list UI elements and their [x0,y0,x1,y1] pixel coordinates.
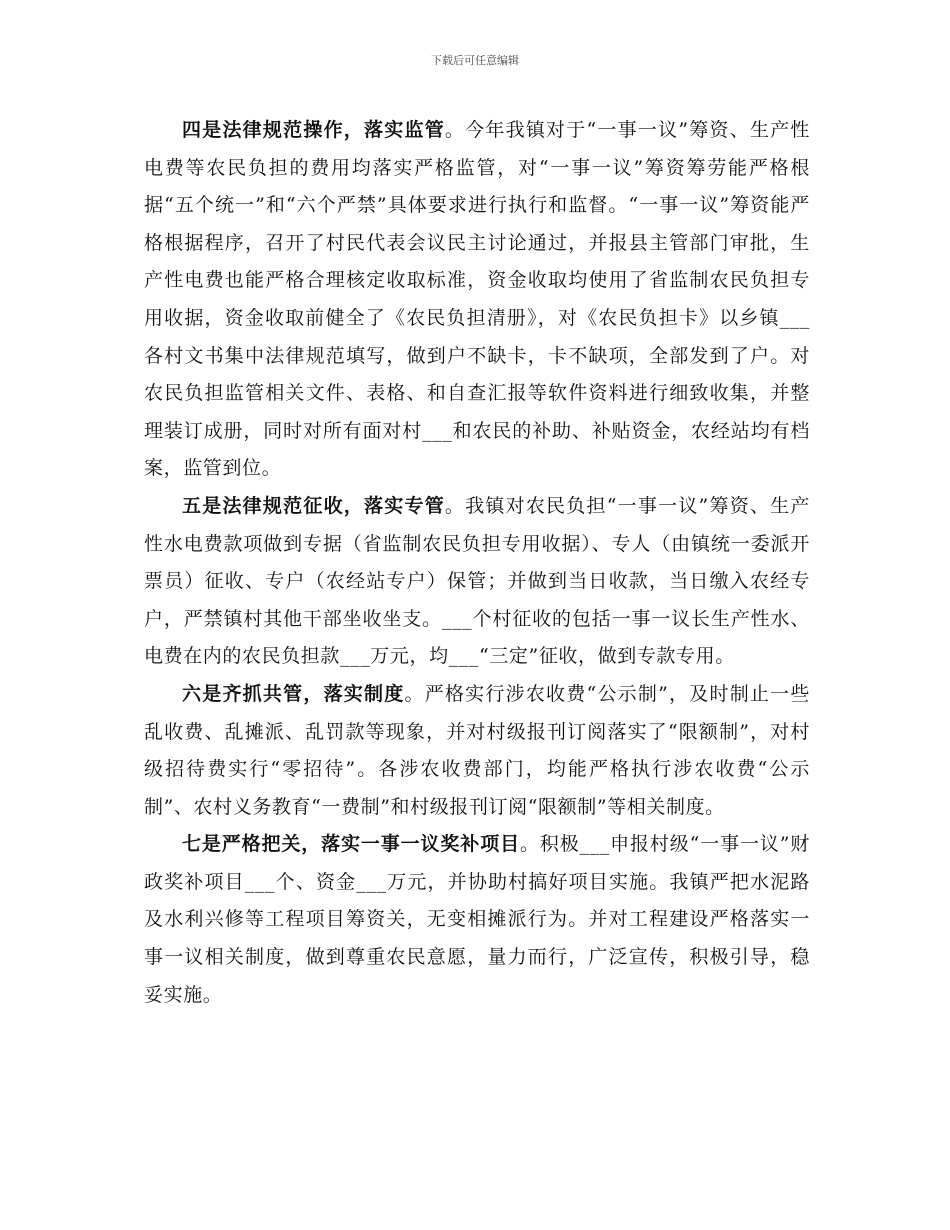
paragraph-7 [144,826,810,1014]
document-body [144,112,810,1014]
paragraph-lead: 四是法律规范操作，落实监管 [182,119,445,141]
paragraph-text: 。积极___申报村级“一事一议”财政奖补项目___个、资金___万元，并协助村搞好项目实施。我镇严把水泥路及水利兴修等工程项目筹资关，无变相摊派行为。并对工程建设严格落实一事一议相关制度，做到尊重农民意愿，量力而行，广泛宣传，积极引导，稳妥实施。 [144,833,810,1006]
page-header: 下载后可任意编辑 [431,54,519,67]
paragraph-lead: 七是严格把关，落实一事一议奖补项目 [182,833,520,856]
paragraph-4 [144,112,810,488]
paragraph-text: 。严格实行涉农收费“公示制”，及时制止一些乱收费、乱摊派、乱罚款等现象，并对村级报刊订阅落实了“限额制”，对村级招待费实行“零招待”。各涉农收费部门，均能严格执行涉农收费“公示制”、农村义务教育“一费制”和村级报刊订阅“限额制”等相关制度。 [144,682,811,818]
paragraph-lead: 六是齐抓共管，落实制度 [182,682,405,705]
paragraph-text: 。我镇对农民负担“一事一议”筹资、生产性水电费款项做到专据（省监制农民负担专用收据）、专人（由镇统一委派开票员）征收、专户（农经站专户）保管；并做到当日收款，当日缴入农经专户，严禁镇村其他干部坐收坐支。___个村征收的包括一事一议长生产性水、电费在内的农民负担款___万元，均___“三定”征收，做到专款专用。 [144,494,810,668]
paragraph-6 [144,676,810,826]
paragraph-lead: 五是法律规范征收，落实专管 [182,494,445,517]
paragraph-text: 。今年我镇对于“一事一议”筹资、生产性电费等农民负担的费用均落实严格监管，对“一事一议”筹资筹劳能严格根据“五个统一”和“六个严禁”具体要求进行执行和监督。“一事一议”筹资能严格根据程序，召开了村民代表会议民主讨论通过，并报县主管部门审批，生产性电费也能严格合理核定收取标准，资金收取均使用了省监制农民负担专用收据，资金收取前健全了《农民负担清册》，对《农民负担卡》以乡镇___各村文书集中法律规范填写，做到户不缺卡，卡不缺项，全部发到了户。对农民负担监管相关文件、表格、和自查汇报等软件资料进行细致收集，并整理装订成册，同时对所有面对村___和农民的补助、补贴资金，农经站均有档案，监管到位。 [144,119,810,480]
paragraph-5 [144,488,810,676]
